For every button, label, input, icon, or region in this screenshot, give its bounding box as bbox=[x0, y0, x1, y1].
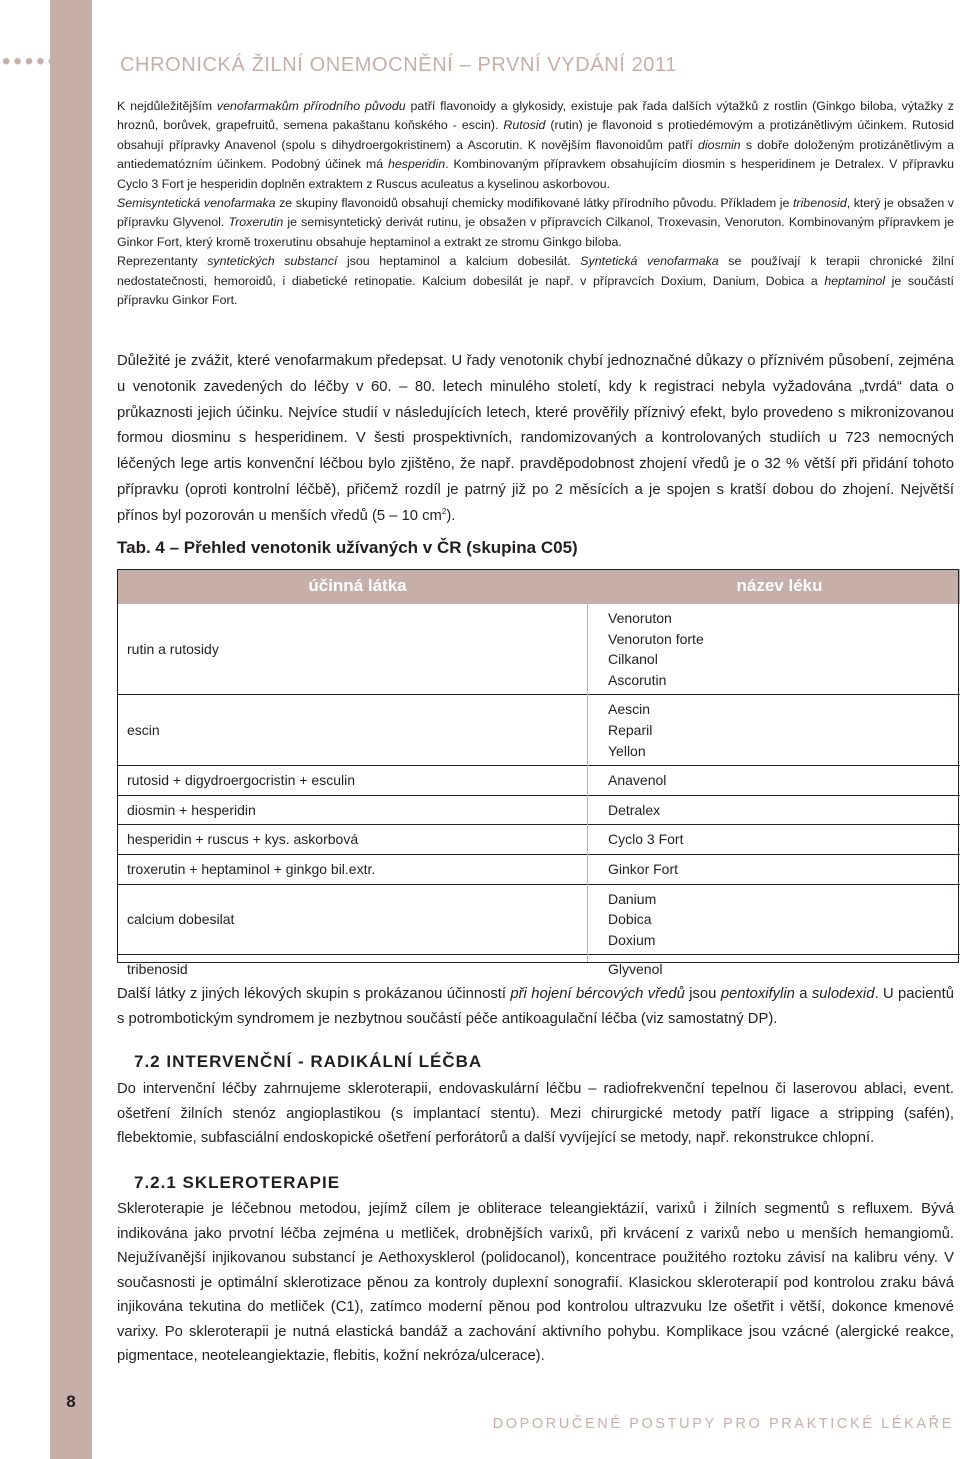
header-substance: účinná látka bbox=[117, 569, 598, 604]
page-number: 8 bbox=[66, 1392, 76, 1411]
drug-names-cell bbox=[598, 766, 960, 796]
text-run: . U pacientů s potrombotickým syndromem je nezbytnou součástí péče antikoagulační léčba (viz samostatný DP). bbox=[117, 986, 955, 1027]
intro-paragraph-3 bbox=[117, 252, 954, 310]
emphasis: tribenosid bbox=[792, 196, 847, 211]
other-substances-section bbox=[117, 982, 954, 1031]
drug-name: Ginkor Fort bbox=[608, 860, 679, 877]
text-run: , který je obsažen v přípravku Glyvenol. bbox=[117, 196, 954, 230]
drug-name: Detralex bbox=[608, 801, 661, 818]
drug-name: Venoruton forte bbox=[608, 630, 704, 647]
header-drug-name: název léku bbox=[598, 569, 960, 604]
header-dots: •••••.. bbox=[2, 48, 79, 75]
substance-cell: calcium dobesilat bbox=[117, 884, 598, 955]
drug-name: Aescin bbox=[608, 701, 651, 718]
table-row bbox=[117, 766, 960, 796]
emphasis: pentoxifylin bbox=[720, 986, 795, 1002]
text-run: jsou bbox=[684, 986, 721, 1002]
text-run: K nejdůležitějším bbox=[117, 99, 217, 113]
text-run: jsou heptaminol a kalcium dobesilát. bbox=[337, 254, 581, 269]
emphasis: hesperidin bbox=[387, 157, 446, 172]
substance-cell: diosmin + hesperidin bbox=[117, 795, 598, 825]
superscript: 2 bbox=[441, 506, 447, 516]
drug-name: Reparil bbox=[608, 721, 653, 738]
drug-names-cell bbox=[598, 825, 960, 855]
substance-cell: tribenosid bbox=[117, 955, 598, 984]
emphasis: heptaminol bbox=[824, 273, 885, 288]
text-run: je součástí přípravku Ginkor Fort. bbox=[117, 273, 954, 308]
table-column-divider bbox=[587, 603, 588, 962]
emphasis: syntetických substancí bbox=[207, 254, 338, 269]
substance-cell: rutosid + digydroergocristin + esculin bbox=[117, 766, 598, 796]
emphasis: Syntetická venofarmaka bbox=[580, 254, 719, 269]
section-heading-7-2-1: 7.2.1 SKLEROTERAPIE bbox=[134, 1173, 341, 1192]
drug-names-cell bbox=[598, 795, 960, 825]
table-row bbox=[117, 604, 960, 695]
drug-name: Doxium bbox=[608, 931, 656, 948]
intro-paragraph-1 bbox=[117, 97, 954, 194]
text-run: (rutin) je flavonoid s protiedémovým a protizánětlivým účinkem. Rutosid obsahují přípravky Anavenol (spolu s dihydroergokristinem) a Ascorutin. K novějším flavonoidům patří bbox=[117, 118, 954, 152]
text-run: s dobře doloženým protizánětlivým a antiedematózním účinkem. Podobný účinek má bbox=[117, 137, 955, 172]
emphasis: při hojení bércových vředů bbox=[510, 986, 685, 1002]
emphasis: Troxerutin bbox=[228, 215, 284, 230]
drug-name: Glyvenol bbox=[608, 961, 663, 978]
substance-cell: hesperidin + ruscus + kys. askorbová bbox=[117, 825, 598, 855]
drug-name: Anavenol bbox=[608, 772, 667, 789]
drug-name: Cilkanol bbox=[608, 651, 658, 668]
table-row bbox=[117, 795, 960, 825]
table-header-row bbox=[117, 569, 960, 604]
section-heading-7-2: 7.2 INTERVENČNÍ - RADIKÁLNÍ LÉČBA bbox=[134, 1052, 483, 1071]
text-run: a bbox=[794, 986, 812, 1002]
substance-cell: escin bbox=[117, 695, 598, 766]
page-sidebar bbox=[50, 0, 92, 1459]
section-7-2 bbox=[117, 1077, 954, 1151]
text-run: . Kombinovaným přípravkem obsahujícím diosmin s hesperidinem je Detralex. V přípravku Cyclo 3 Fort je hesperidin doplněn extraktem z Ruscus aculeatus a kyselinou askorbovou. bbox=[117, 157, 954, 191]
text-run: Reprezentanty bbox=[117, 254, 208, 269]
drug-name: Dobica bbox=[608, 911, 652, 928]
drug-name: Cyclo 3 Fort bbox=[608, 831, 684, 848]
other-substances-paragraph bbox=[117, 982, 954, 1031]
drug-name: Yellon bbox=[608, 742, 646, 759]
important-paragraph bbox=[117, 349, 954, 530]
important-section bbox=[117, 349, 954, 530]
emphasis: Rutosid bbox=[503, 118, 546, 133]
intro-paragraph-2 bbox=[117, 194, 954, 252]
text-run: Další látky z jiných lékových skupin s prokázanou účinností bbox=[117, 986, 511, 1002]
table-row bbox=[117, 884, 960, 955]
text-run: se používají k terapii chronické žilní nedostatečnosti, hemoroidů, i diabetické retinopatie. Kalcium dobesilát je např. v přípravcích Doxium, Danium, Dobica a bbox=[117, 254, 955, 288]
text-run: je semisyntetický derivát rutinu, je obsažen v přípravcích Cilkanol, Troxevasin, Venoruton. Kombinovaným přípravkem je Ginkor Fort, který kromě troxerutinu obsahuje heptaminol a extrakt ze stromu Ginkgo biloba. bbox=[117, 215, 954, 249]
text-run: ze skupiny flavonoidů obsahují chemicky modifikované látky přírodního původu. Příkladem je bbox=[275, 196, 793, 211]
drug-names-cell bbox=[598, 854, 960, 884]
intro-section bbox=[117, 97, 954, 310]
table-row bbox=[117, 695, 960, 766]
table-title: Tab. 4 – Přehled venotonik užívaných v ČR (skupina C05) bbox=[117, 538, 578, 557]
emphasis: Semisyntetická venofarmaka bbox=[117, 196, 276, 211]
section-7-2-1 bbox=[117, 1197, 954, 1369]
table-body bbox=[117, 604, 960, 984]
substance-cell: troxerutin + heptaminol + ginkgo bil.extr. bbox=[117, 854, 598, 884]
table-row bbox=[117, 955, 960, 984]
substance-cell: rutin a rutosidy bbox=[117, 604, 598, 695]
page-header: CHRONICKÁ ŽILNÍ ONEMOCNĚNÍ – PRVNÍ VYDÁNÍ 2011 bbox=[120, 54, 677, 76]
text-run: ). bbox=[446, 507, 456, 524]
drug-names-cell bbox=[598, 955, 960, 984]
venotonics-table bbox=[117, 569, 960, 984]
drug-name: Venoruton bbox=[608, 610, 672, 626]
text-run: Důležité je zvážit, které venofarmakum předepsat. U řady venotonik chybí jednoznačné důkazy o příznivém působení, zejména u venotonik zavedených do léčby v 60. – 80. letech minulého století, kdy k registraci nebyla vyžadována „tvrdá“ data o průkaznosti jejich účinku. Nejvíce studií v následujících letech, které prověřily příznivý efekt, bylo provedeno s mikronizovanou formou diosminu s hesperidinem. V šesti prospektivních, randomizovaných a kontrolovaných studiích u 723 nemocných léčených lege artis konvenční léčbou bylo zjištěno, že např. pravděpodobnost zhojení vředů je o 32 % větší při přidání tohoto přípravku (oproti kontrolní léčbě), přičemž rozdíl je patrný již po 2 měsících a je spojen s kratší dobou do zhojení. Největší přínos byl pozorován u menších vředů (5 – 10 cm bbox=[117, 353, 954, 524]
table-row bbox=[117, 825, 960, 855]
page-footer: DOPORUČENÉ POSTUPY PRO PRAKTICKÉ LÉKAŘE bbox=[492, 1416, 954, 1432]
drug-name: Ascorutin bbox=[608, 671, 667, 688]
text-run: patří flavonoidy a glykosidy, existuje pak řada dalších výtažků z rostlin (Ginkgo biloba, výtažky z hroznů, borůvek, grapefruitů, semena pakaštanu koňského - escin). bbox=[117, 99, 954, 133]
emphasis: diosmin bbox=[697, 137, 741, 152]
drug-names-cell bbox=[598, 604, 960, 695]
emphasis: sulodexid bbox=[811, 986, 875, 1002]
table-row bbox=[117, 854, 960, 884]
drug-name: Danium bbox=[608, 890, 657, 907]
section-7-2-paragraph: Do intervenční léčby zahrnujeme skleroterapii, endovaskulární léčbu – radiofrekvenční tepelnou či laserovou ablaci, event. ošetření žilních stenóz angioplastikou (s implantací stentu). Mezi chirurgické metody patří ligace a stripping (safén), flebektomie, subfasciální endoskopické ošetření perforátorů a další vyvíjející se metody, např. rekonstrukce chlopní. bbox=[117, 1081, 954, 1146]
drug-names-cell bbox=[598, 695, 960, 766]
drug-names-cell bbox=[598, 884, 960, 955]
section-7-2-1-paragraph: Skleroterapie je léčebnou metodou, jejímž cílem je obliterace teleangiektázií, varixů i žilních segmentů s refluxem. Bývá indikována jako prvotní léčba zejména u metliček, drobnějších varixů, při krvácení z varixů nebo u menších hemangiomů. Nejužívanější injikovanou substancí je Aethoxysklerol (polidocanol), koncentrace použitého roztoku závisí na kalibru vény. V současnosti je optimální sklerotizace pěnou za kontroly duplexní sonografií. Klasickou skleroterapií pod kontrolou zraku bává injikována tekutina do metliček (C1), zatímco moderní pěnou pod kontrolou ultrazvuku lze ošetřit i větší, dokonce kmenové varixy. Po skleroterapii je nutná elastická bandáž a zachování aktivního pohybu. Komplikace jsou vzácné (alergické reakce, pigmentace, neoteleangiektazie, flebitis, kožní nekróza/ulcerace). bbox=[117, 1201, 954, 1364]
emphasis: venofarmakům přírodního původu bbox=[216, 99, 406, 113]
